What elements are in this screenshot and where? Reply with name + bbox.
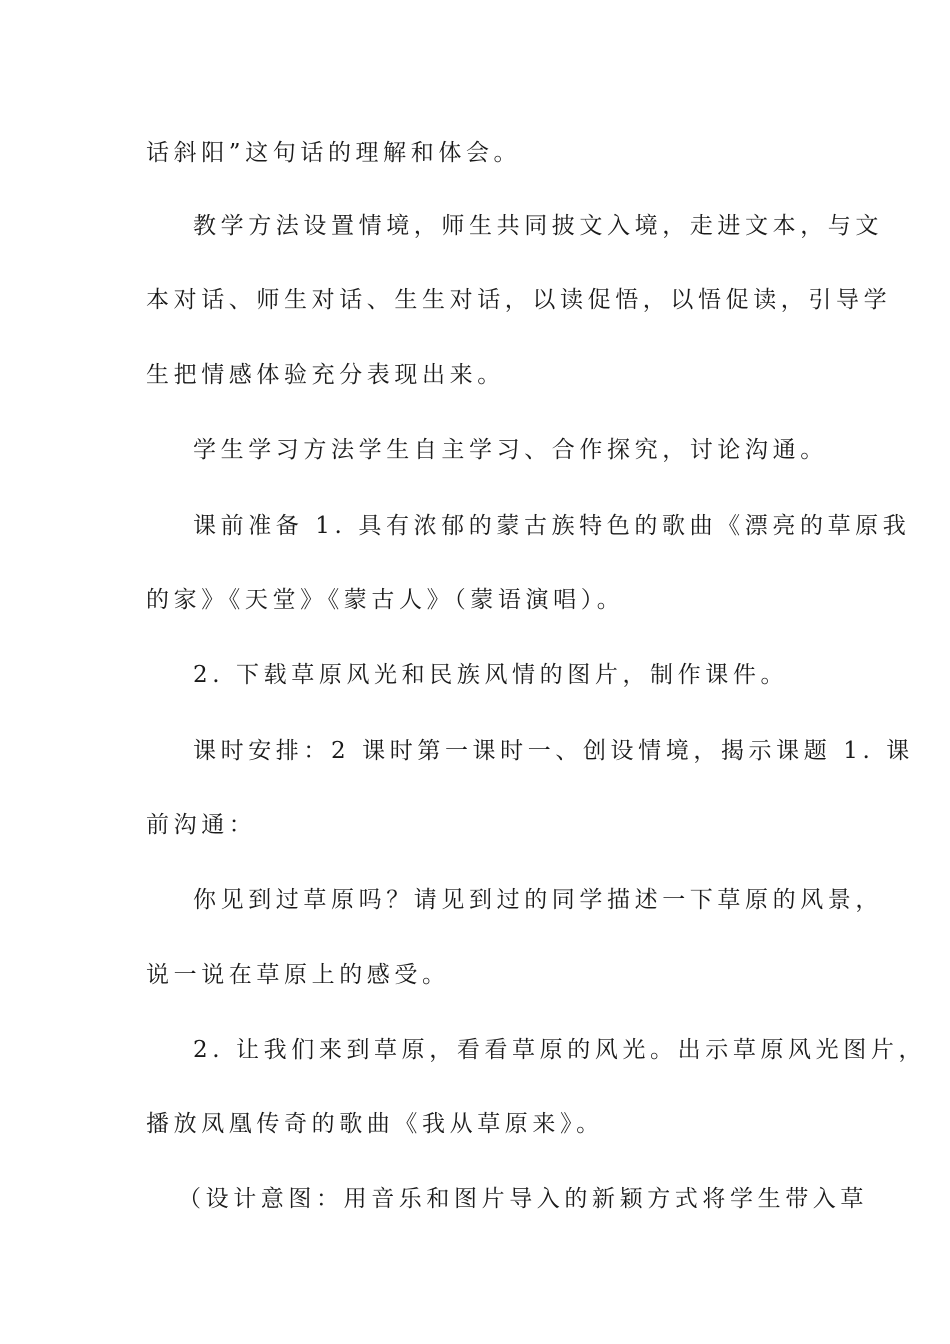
text-line: 说一说在草原上的感受。 [146, 962, 450, 988]
text-line: 学生学习方法学生自主学习、合作探究，讨论沟通。 [193, 437, 828, 463]
text-line: 播放凤凰传奇的歌曲《我从草原来》。 [146, 1111, 604, 1137]
text-line: 2. 让我们来到草原，看看草原的风光。出示草原风光图片， [193, 1037, 927, 1063]
text-line: 的家》《天堂》《蒙古人》（蒙语演唱）。 [146, 587, 625, 613]
text-line: 前沟通： [146, 812, 257, 838]
text-line: 生把情感体验充分表现出来。 [146, 362, 505, 388]
text-line: 你见到过草原吗？请见到过的同学描述一下草原的风景， [193, 887, 883, 913]
text-line: 课时安排：2 课时第一课时一、创设情境，揭示课题 1. 课 [193, 738, 914, 764]
text-line: 话斜阳”这句话的理解和体会。 [146, 140, 522, 166]
text-line: 2. 下载草原风光和民族风情的图片，制作课件。 [193, 662, 789, 688]
text-line: 课前准备 1. 具有浓郁的蒙古族特色的歌曲《漂亮的草原我 [193, 513, 911, 539]
text-line: 教学方法设置情境，师生共同披文入境，走进文本，与文 [193, 213, 883, 239]
text-line: （设计意图：用音乐和图片导入的新颖方式将学生带入草 [178, 1186, 868, 1212]
text-line: 本对话、师生对话、生生对话，以读促悟，以悟促读，引导学 [146, 287, 892, 313]
